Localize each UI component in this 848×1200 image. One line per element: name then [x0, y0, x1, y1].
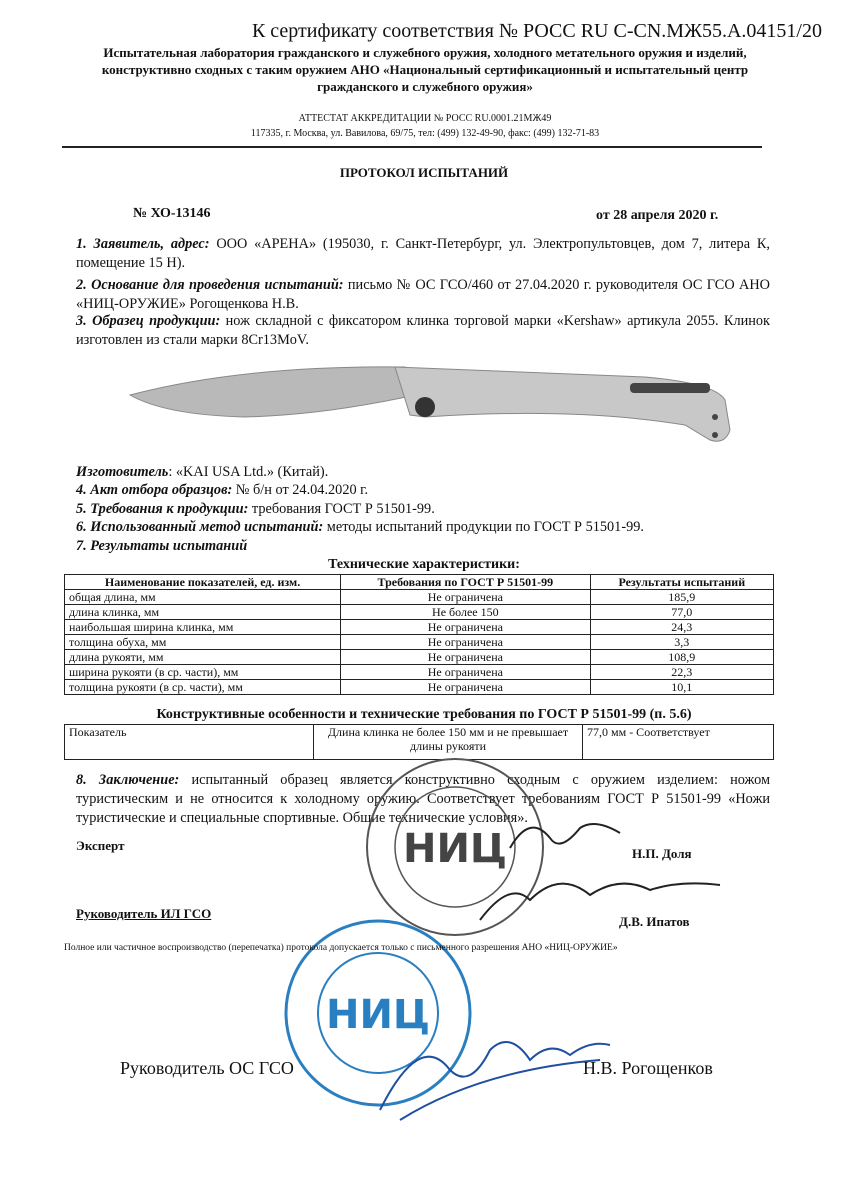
knife-photo — [125, 355, 745, 455]
characteristics-table — [64, 574, 774, 695]
head-os-signature — [360, 1010, 620, 1130]
table-cell: наибольшая ширина клинка, мм — [65, 620, 341, 635]
lab-address: 117335, г. Москва, ул. Вавилова, 69/75, тел: (499) 132-49-90, факс: (499) 132-71-83 — [250, 128, 600, 139]
table-cell: 77,0 — [590, 605, 773, 620]
table-cell: 185,9 — [590, 590, 773, 605]
item-manufacturer — [76, 463, 770, 482]
table-cell: 3,3 — [590, 635, 773, 650]
expert-signature — [500, 808, 630, 868]
table-row — [65, 590, 774, 605]
label: 8. Заключение: — [76, 772, 180, 788]
table-cell: 10,1 — [590, 680, 773, 695]
table-row — [65, 620, 774, 635]
table-row — [65, 635, 774, 650]
text: ООО «АРЕНА» (195030, г. Санкт-Петербург, ул. Электропультовцев, дом 7, литера К, помещение 15 Н). — [76, 236, 770, 271]
text: методы испытаний продукции по ГОСТ Р 51501-99. — [323, 519, 644, 535]
column-header: Требования по ГОСТ Р 51501-99 — [341, 575, 590, 590]
table-row — [65, 605, 774, 620]
table-cell: Показатель — [65, 725, 314, 760]
table-cell: общая длина, мм — [65, 590, 341, 605]
lab-name: Испытательная лаборатория гражданского и служебного оружия, холодного метательного оружия и изделий, конструктивно сходных с таким оружием АНО «Национальный сертификационный и испытательный центр гражданского и служебного оружия» — [101, 45, 749, 94]
item-method — [76, 518, 770, 537]
table-cell: Не ограничена — [341, 680, 590, 695]
protocol-date: от 28 апреля 2020 г. — [596, 208, 719, 223]
expert-label: Эксперт — [76, 838, 125, 853]
accreditation-block — [100, 111, 750, 141]
table-header-row — [65, 575, 774, 590]
label: 2. Основание для проведения испытаний: — [76, 277, 344, 293]
head-lab-label: Руководитель ИЛ ГСО — [76, 906, 212, 921]
column-header: Результаты испытаний — [590, 575, 773, 590]
item-sample — [76, 312, 770, 350]
column-header: Наименование показателей, ед. изм. — [65, 575, 341, 590]
table-cell: Не ограничена — [341, 635, 590, 650]
label: 3. Образец продукции: — [76, 313, 221, 329]
item-basis — [76, 276, 770, 314]
header-divider — [62, 146, 762, 148]
table-cell: 108,9 — [590, 650, 773, 665]
text: № б/н от 24.04.2020 г. — [232, 482, 369, 498]
text: нож складной с фиксатором клинка торговой марки «Kershaw» артикула 2055. Клинок изготовлен из стали марки 8Cr13MoV. — [76, 313, 770, 348]
table2-title: Конструктивные особенности и технические требования по ГОСТ Р 51501-99 (п. 5.6) — [156, 707, 692, 722]
label: 1. Заявитель, адрес: — [76, 236, 210, 252]
table-row — [65, 650, 774, 665]
text: письмо № ОС ГСО/460 от 27.04.2020 г. руководителя ОС ГСО АНО «НИЦ-ОРУЖИЕ» Рогощенкова Н.В. — [76, 277, 770, 312]
reproduction-notice: Полное или частичное воспроизводство (перепечатка) протокола допускается только с письменного разрешения АНО «НИЦ-ОРУЖИЕ» — [64, 943, 618, 953]
head-os-name: Н.В. Рогощенков — [583, 1058, 713, 1078]
text: требования ГОСТ Р 51501-99. — [248, 501, 435, 517]
table-cell: Не ограничена — [341, 665, 590, 680]
head-lab-name: Д.В. Ипатов — [619, 914, 690, 929]
document-title: ПРОТОКОЛ ИСПЫТАНИЙ — [339, 165, 509, 180]
table-cell: 24,3 — [590, 620, 773, 635]
label: Изготовитель — [76, 464, 169, 480]
label: 7. Результаты испытаний — [76, 538, 248, 554]
table-cell: толщина рукояти (в ср. части), мм — [65, 680, 341, 695]
table-cell: длина клинка, мм — [65, 605, 341, 620]
label: 5. Требования к продукции: — [76, 501, 249, 517]
table-row — [65, 665, 774, 680]
table-cell: Не ограничена — [341, 650, 590, 665]
table1-title: Технические характеристики: — [328, 557, 520, 572]
item-results — [76, 537, 770, 556]
text: : «KAI USA Ltd.» (Китай). — [168, 464, 329, 480]
svg-text:НИЦ: НИЦ — [325, 992, 431, 1038]
item-requirements — [76, 500, 770, 519]
item-sampling-act — [76, 481, 770, 500]
table-cell: Не ограничена — [341, 620, 590, 635]
expert-name: Н.П. Доля — [632, 846, 692, 861]
svg-text:НИЦ: НИЦ — [402, 826, 508, 872]
table-cell: толщина обуха, мм — [65, 635, 341, 650]
label: 4. Акт отбора образцов: — [76, 482, 233, 498]
head-lab-signature — [470, 860, 730, 930]
text: испытанный образец является конструктивно сходным с оружием изделием: ножом туристическим и не относится к холодному оружию. Соответствует требованиям ГОСТ Р 51501-99 «Ножи туристические и специальные спортивные. Общие технические условия». — [76, 772, 770, 826]
head-os-label: Руководитель ОС ГСО — [120, 1058, 294, 1078]
table-cell: ширина рукояти (в ср. части), мм — [65, 665, 341, 680]
table-cell: Не ограничена — [341, 590, 590, 605]
label: 6. Использованный метод испытаний: — [76, 519, 324, 535]
certificate-reference: К сертификату соответствия № РОСС RU C-CN.МЖ55.А.04151/20 — [251, 20, 822, 42]
table-cell: длина рукояти, мм — [65, 650, 341, 665]
item-applicant — [76, 235, 770, 273]
table-cell: Длина клинка не более 150 мм и не превышает длины рукояти — [314, 725, 583, 760]
table-cell: Не более 150 — [341, 605, 590, 620]
table-cell: 77,0 мм - Соответствует — [583, 725, 774, 760]
table-cell: 22,3 — [590, 665, 773, 680]
protocol-number: № ХО-13146 — [133, 206, 211, 221]
table-row — [65, 680, 774, 695]
accreditation-number: АТТЕСТАТ АККРЕДИТАЦИИ № РОСС RU.0001.21МЖ49 — [298, 113, 552, 124]
